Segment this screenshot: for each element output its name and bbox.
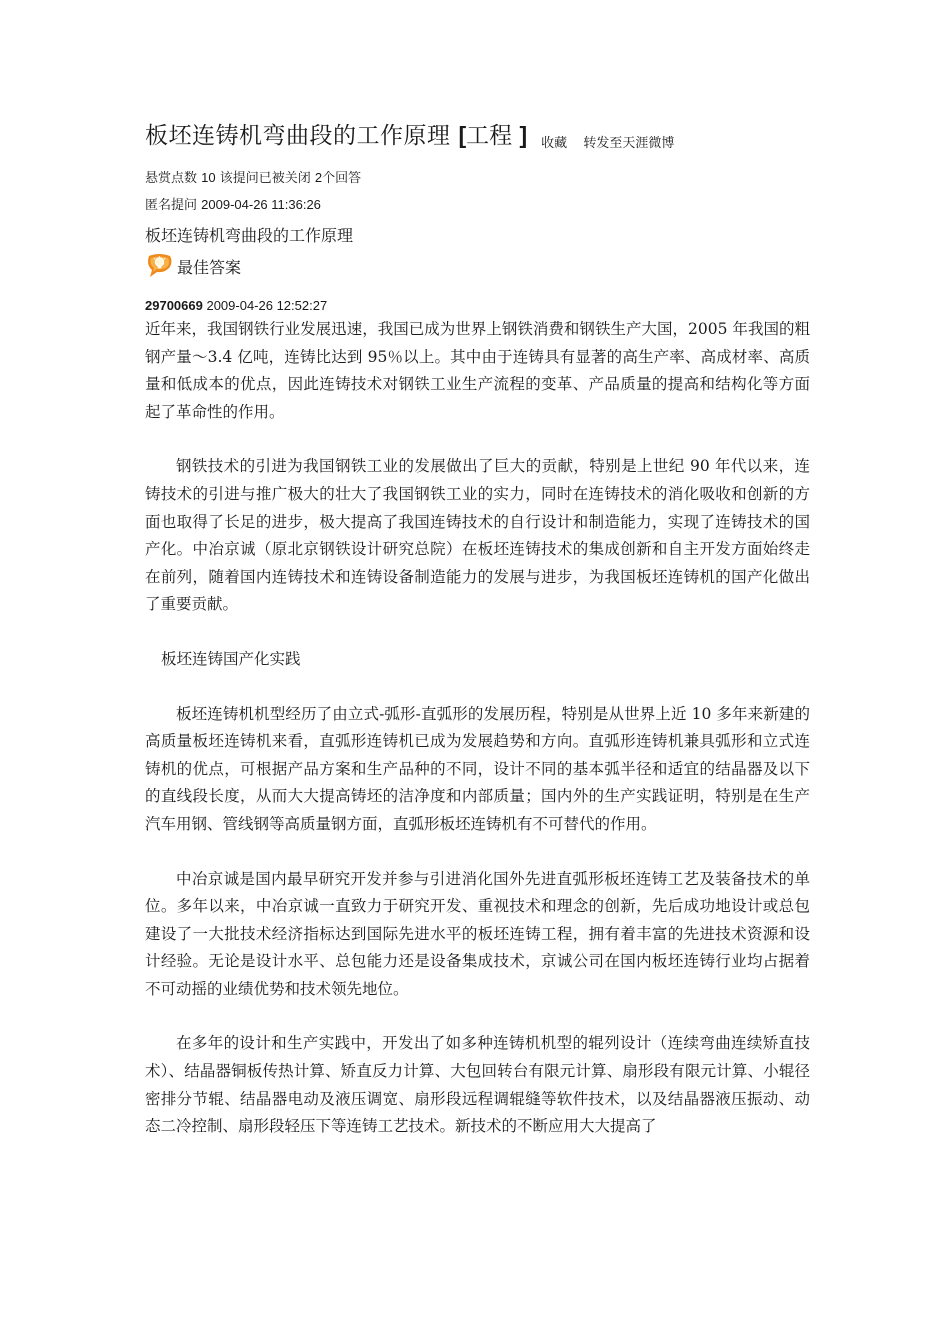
best-answer-header: [145, 251, 810, 281]
question-text: 板坯连铸机弯曲段的工作原理: [145, 226, 354, 245]
document-page: [145, 118, 810, 1141]
title-actions: [541, 132, 674, 153]
answer-paragraph-5: 在多年的设计和生产实践中，开发出了如多种连铸机机型的辊列设计（连续弯曲连续矫直技术）、结晶器铜板传热计算、矫直反力计算、大包回转台有限元计算、扇形段有限元计算、小辊径密排分节辊、结晶器电动及液压调宽、扇形段远程调辊缝等软件技术，以及结晶器液压振动、动态二冷控制、扇形段轻压下等连铸工艺技术。新技术的不断应用大大提高了: [145, 1034, 810, 1136]
answer-paragraph-1: 近年来，我国钢铁行业发展迅速，我国已成为世界上钢铁消费和钢铁生产大国，2005 年我国的粗钢产量～3.4 亿吨，连铸比达到 95％以上。其中由于连铸具有显著的高生产率、高成材率、高质量和低成本的优点，因此连铸技术对钢铁工业生产流程的变革、产品质量的提高和结构化等方面起了革命性的作用。: [145, 320, 810, 421]
points-label: 悬赏点数: [145, 171, 198, 186]
answer-time: 2009-04-26 12:52:27: [206, 298, 328, 313]
category-tag[interactable]: [459, 118, 528, 153]
question-stats: [145, 169, 810, 188]
answer-paragraph-4: 中冶京诚是国内最早研究开发并参与引进消化国外先进直弧形板坯连铸工艺及装备技术的单位。多年以来，中冶京诚一直致力于研究开发、重视技术和理念的创新，先后成功地设计或总包建设了一大批技术经济指标达到国际先进水平的板坯连铸工程，拥有着丰富的先进技术资源和设计经验。无论是设计水平、总包能力还是设备集成技术，京诚公司在国内板坯连铸行业均占据着不可动摇的业绩优势和技术领先地位。: [145, 869, 810, 998]
asker-label: 匿名提问: [145, 198, 198, 213]
tag-label: 工程: [466, 123, 513, 149]
answer-count: 2: [314, 170, 323, 185]
favorite-link[interactable]: 收藏: [541, 136, 568, 151]
answer-user[interactable]: 29700669: [145, 298, 203, 313]
tag-bracket-open: [: [458, 122, 467, 148]
tag-bracket-close: ]: [519, 122, 528, 148]
points-value: 10: [201, 170, 216, 185]
answer-count-label: 个回答: [322, 171, 362, 186]
asked-time: 2009-04-26 11:36:26: [201, 197, 321, 212]
closed-status: 该提问已被关闭: [219, 171, 311, 186]
answer-paragraph-3: 板坯连铸机机型经历了由立式-弧形-直弧形的发展历程，特别是从世界上近 10 多年来新建的高质量板坯连铸机来看，直弧形连铸机已成为发展趋势和方向。直弧形连铸机兼具弧形和立式连铸机的优点，可根据产品方案和生产品种的不同，设计不同的基本弧半径和适宜的结晶器及以下的直线段长度，从而大大提高铸坯的洁净度和内部质量；国内外的生产实践证明，特别是在生产汽车用钢、管线钢等高质量钢方面，直弧形板坯连铸机有不可替代的作用。: [145, 704, 810, 833]
best-answer-label: 最佳答案: [177, 257, 242, 277]
page-title: 板坯连铸机弯曲段的工作原理: [145, 123, 451, 149]
share-weibo-link[interactable]: 转发至天涯微博: [583, 136, 675, 151]
title-row: [145, 118, 810, 153]
answer-paragraph-2: 钢铁技术的引进为我国钢铁工业的发展做出了巨大的贡献，特别是上世纪 90 年代以来，连铸技术的引进与推广极大的壮大了我国钢铁工业的实力，同时在连铸技术的消化吸收和创新的方面也取得了长足的进步，极大提高了我国连铸技术的自行设计和制造能力，实现了连铸技术的国产化。中冶京诚（原北京钢铁设计研究总院）在板坯连铸技术的集成创新和自主开发方面始终走在前列，随着国内连铸技术和连铸设备制造能力的发展与进步，为我国板坯连铸机的国产化做出了重要贡献。: [145, 457, 810, 614]
answer-meta: [145, 297, 810, 315]
section-heading: 板坯连铸国产化实践: [161, 649, 301, 668]
question-asker-row: [145, 196, 810, 215]
lightbulb-badge-icon: [145, 253, 173, 279]
